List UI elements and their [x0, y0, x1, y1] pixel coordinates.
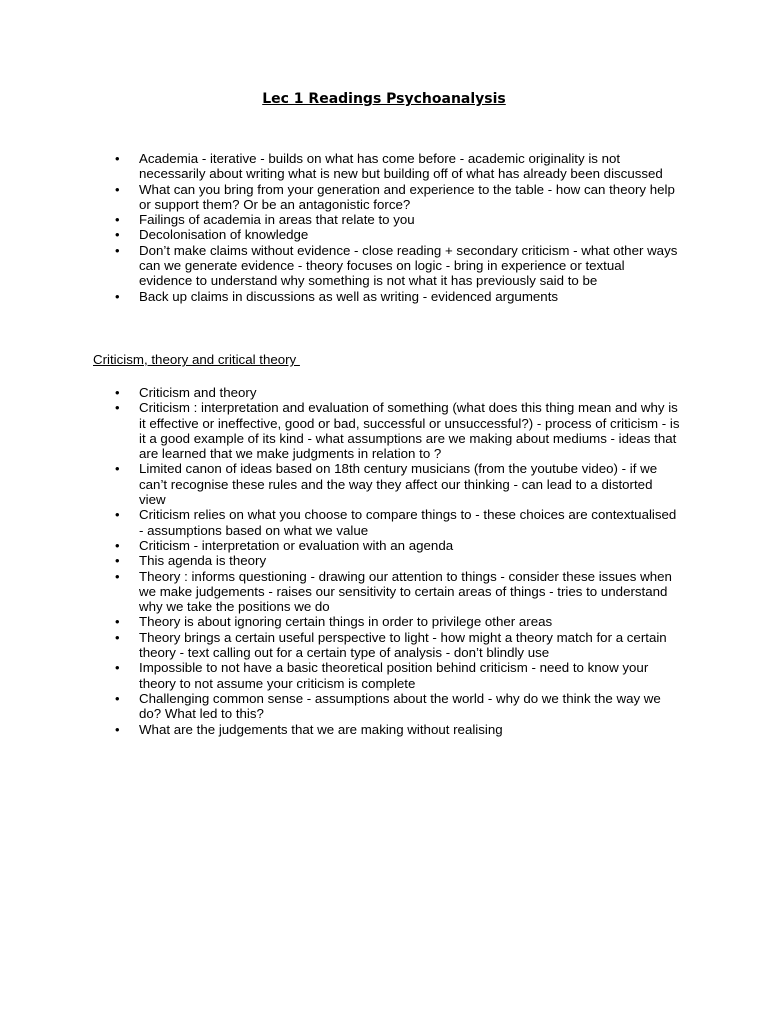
list-item: • Limited canon of ideas based on 18th century musicians (from the youtube video) - if we can’t recognise these rules and the way they affect our thinking - can lead to a distorted view [115, 461, 680, 507]
list-item: • Impossible to not have a basic theoretical position behind criticism - need to know your theory to not assume your criticism is complete [115, 660, 680, 691]
list-item: • What can you bring from your generation and experience to the table - how can theory help or support them? Or be an antagonistic force? [115, 182, 680, 213]
section-heading: Criticism, theory and critical theory [93, 352, 300, 367]
list-item: • Decolonisation of knowledge [115, 227, 680, 242]
notes-list-criticism [115, 385, 680, 737]
list-item: • What are the judgements that we are making without realising [115, 722, 680, 737]
list-item: • Criticism - interpretation or evaluation with an agenda [115, 538, 680, 553]
list-item: • This agenda is theory [115, 553, 680, 568]
list-item: • Criticism : interpretation and evaluation of something (what does this thing mean and why is it effective or ineffective, good or bad, successful or unsuccessful?) - process of criticism - is it a good example of its kind - what assumptions are we making about mediums - ideas that are learned that we make judgments in relation to ? [115, 400, 680, 461]
document-title: Lec 1 Readings Psychoanalysis [262, 91, 506, 107]
list-item: • Failings of academia in areas that relate to you [115, 212, 680, 227]
list-item: • Criticism relies on what you choose to compare things to - these choices are contextualised - assumptions based on what we value [115, 507, 680, 538]
list-item: • Theory brings a certain useful perspective to light - how might a theory match for a certain theory - text calling out for a certain type of analysis - don’t blindly use [115, 630, 680, 661]
list-item: • Challenging common sense - assumptions about the world - why do we think the way we do? What led to this? [115, 691, 680, 722]
list-item: • Academia - iterative - builds on what has come before - academic originality is not necessarily about writing what is new but building off of what has already been discussed [115, 151, 680, 182]
list-item: • Criticism and theory [115, 385, 680, 400]
list-item: • Theory is about ignoring certain things in order to privilege other areas [115, 614, 680, 629]
list-item: • Back up claims in discussions as well as writing - evidenced arguments [115, 289, 680, 304]
list-item: • Theory : informs questioning - drawing our attention to things - consider these issues when we make judgements - raises our sensitivity to certain areas of things - tries to understand why we take the positions we do [115, 569, 680, 615]
list-item: • Don’t make claims without evidence - close reading + secondary criticism - what other ways can we generate evidence - theory focuses on logic - bring in experience or textual evidence to understand why something is not what it has previously said to be [115, 243, 680, 289]
notes-list-academia [115, 151, 680, 304]
